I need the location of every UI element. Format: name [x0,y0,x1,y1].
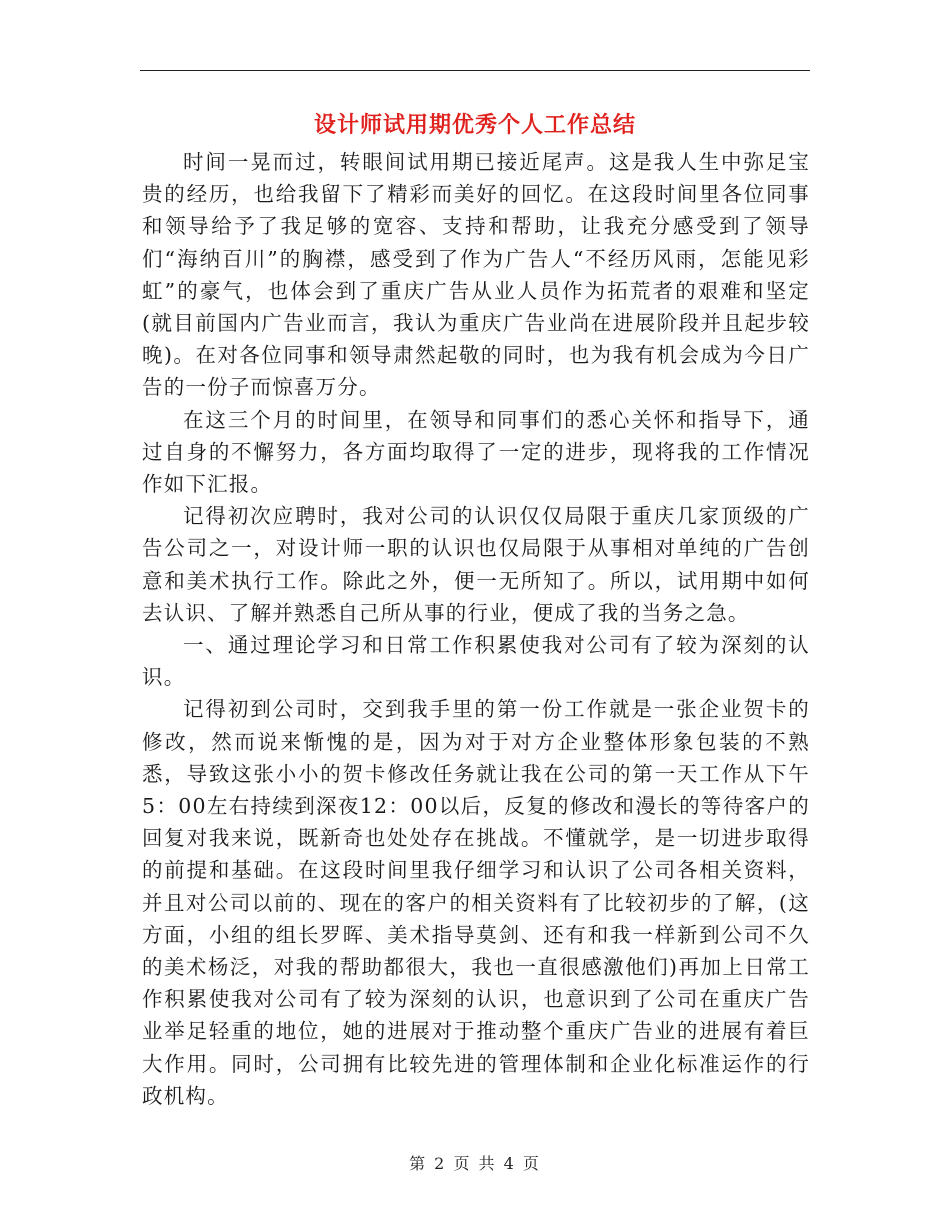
document-title: 设计师试用期优秀个人工作总结 [313,112,636,138]
paragraph-first-task: 记得初到公司时，交到我手里的第一份工作就是一张企业贺卡的修改，然而说来惭愧的是，因为对于对方企业整体形象包装的不熟悉，导致这张小小的贺卡修改任务就让我在公司的第一天工作从下午5：00左右持续到深夜12：00以后，反复的修改和漫长的等待客户的回复对我来说，既新奇也处处存在挑战。不懂就学，是一切进步取得的前提和基础。在这段时间里我仔细学习和认识了公司各相关资料，并且对公司以前的、现在的客户的相关资料有了比较初步的了解，(这方面，小组的组长罗晖、美术指导莫剑、还有和我一样新到公司不久的美术杨泛，对我的帮助都很大，我也一直很感激他们)再加上日常工作积累使我对公司有了较为深刻的认识，也意识到了公司在重庆广告业举足轻重的地位，她的进展对于推动整个重庆广告业的进展有着巨大作用。同时，公司拥有比较先进的管理体制和企业化标准运作的行政机构。 [142,697,810,1108]
page-number-label: 第 2 页 共 4 页 [409,1154,541,1173]
section-heading-one: 一、通过理论学习和日常工作积累使我对公司有了较为深刻的认识。 [142,633,810,690]
paragraph-first-interview: 记得初次应聘时，我对公司的认识仅仅局限于重庆几家顶级的广告公司之一，对设计师一职的认识也仅局限于从事相对单纯的广告创意和美术执行工作。除此之外，便一无所知了。所以，试用期中如何去认识、了解并熟悉自己所从事的行业，便成了我的当务之急。 [142,504,810,625]
document-body [142,146,810,1112]
paragraph-three-months: 在这三个月的时间里，在领导和同事们的悉心关怀和指导下，通过自身的不懈努力，各方面均取得了一定的进步，现将我的工作情况作如下汇报。 [142,407,810,497]
page-footer [0,1152,950,1176]
header-rule [140,70,810,71]
paragraph-intro: 时间一晃而过，转眼间试用期已接近尾声。这是我人生中弥足宝贵的经历，也给我留下了精彩而美好的回忆。在这段时间里各位同事和领导给予了我足够的宽容、支持和帮助，让我充分感受到了领导们“海纳百川”的胸襟，感受到了作为广告人“不经历风雨，怎能见彩虹”的豪气，也体会到了重庆广告从业人员作为拓荒者的艰难和坚定(就目前国内广告业而言，我认为重庆广告业尚在进展阶段并且起步较晚)。在对各位同事和领导肃然起敬的同时，也为我有机会成为今日广告的一份子而惊喜万分。 [142,150,810,400]
